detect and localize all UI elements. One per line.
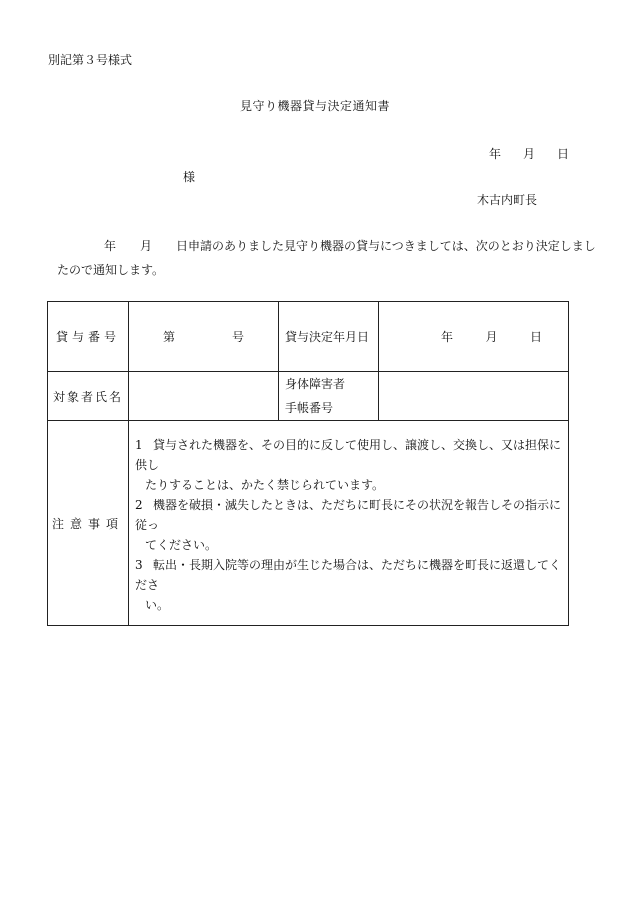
certificate-label-line-2: 手帳番号 xyxy=(285,401,334,415)
notes-cell xyxy=(129,421,569,626)
addressee-suffix: 様 xyxy=(183,170,196,184)
loan-number-cell xyxy=(129,302,279,372)
table-row-loan-number xyxy=(48,302,569,372)
table-row-notes xyxy=(48,421,569,626)
note-text: 機器を破損・滅失したときは、ただちに町長にその状況を報告しその指示に従っ xyxy=(135,498,562,532)
subject-name-label: 対象者氏名 xyxy=(48,372,129,421)
decision-date-cell xyxy=(379,302,569,372)
certificate-label-line-1: 身体障害者 xyxy=(285,377,346,391)
note-number: 3 xyxy=(135,558,143,572)
date-day: 日 xyxy=(557,147,570,161)
note-text: 貸与された機器を、その目的に反して使用し、譲渡し、交換し、又は担保に供し xyxy=(135,438,562,472)
notes-label: 注意事項 xyxy=(48,421,129,626)
decision-date-label: 貸与決定年月日 xyxy=(279,302,379,372)
decision-month: 月 xyxy=(485,330,498,344)
certificate-number-value xyxy=(379,372,569,421)
loan-number-label: 貸与番号 xyxy=(48,302,129,372)
subject-name-value xyxy=(129,372,279,421)
note-number: 2 xyxy=(135,498,143,512)
issue-date-line xyxy=(489,145,569,162)
note-text-continued: たりすることは、かたく禁じられています。 xyxy=(145,478,385,492)
note-text: 転出・長期入院等の理由が生じた場合は、ただちに機器を町長に返還してくださ xyxy=(135,558,562,592)
body-text-line-2: たので通知します。 xyxy=(57,263,165,277)
table-row-subject xyxy=(48,372,569,421)
note-text-continued: い。 xyxy=(145,598,170,612)
certificate-label xyxy=(279,372,379,421)
issuer-name: 木古内町長 xyxy=(477,193,538,207)
loan-number-prefix: 第 xyxy=(163,330,176,344)
date-year: 年 xyxy=(489,147,502,161)
loan-number-suffix: 号 xyxy=(231,330,244,344)
note-item xyxy=(135,555,564,615)
document-title: 見守り機器貸与決定通知書 xyxy=(239,99,390,113)
decision-day: 日 xyxy=(529,330,542,344)
note-item xyxy=(135,435,564,495)
loan-info-table xyxy=(47,301,569,626)
decision-year: 年 xyxy=(441,330,454,344)
note-item xyxy=(135,495,564,555)
form-number: 別記第３号様式 xyxy=(48,53,133,67)
note-number: 1 xyxy=(135,438,143,452)
notes-list xyxy=(129,421,568,625)
body-text-line-1: 年 月 日申請のありました見守り機器の貸与につきましては、次のとおり決定しまし xyxy=(104,239,596,253)
date-month: 月 xyxy=(523,147,536,161)
note-text-continued: てください。 xyxy=(145,538,218,552)
